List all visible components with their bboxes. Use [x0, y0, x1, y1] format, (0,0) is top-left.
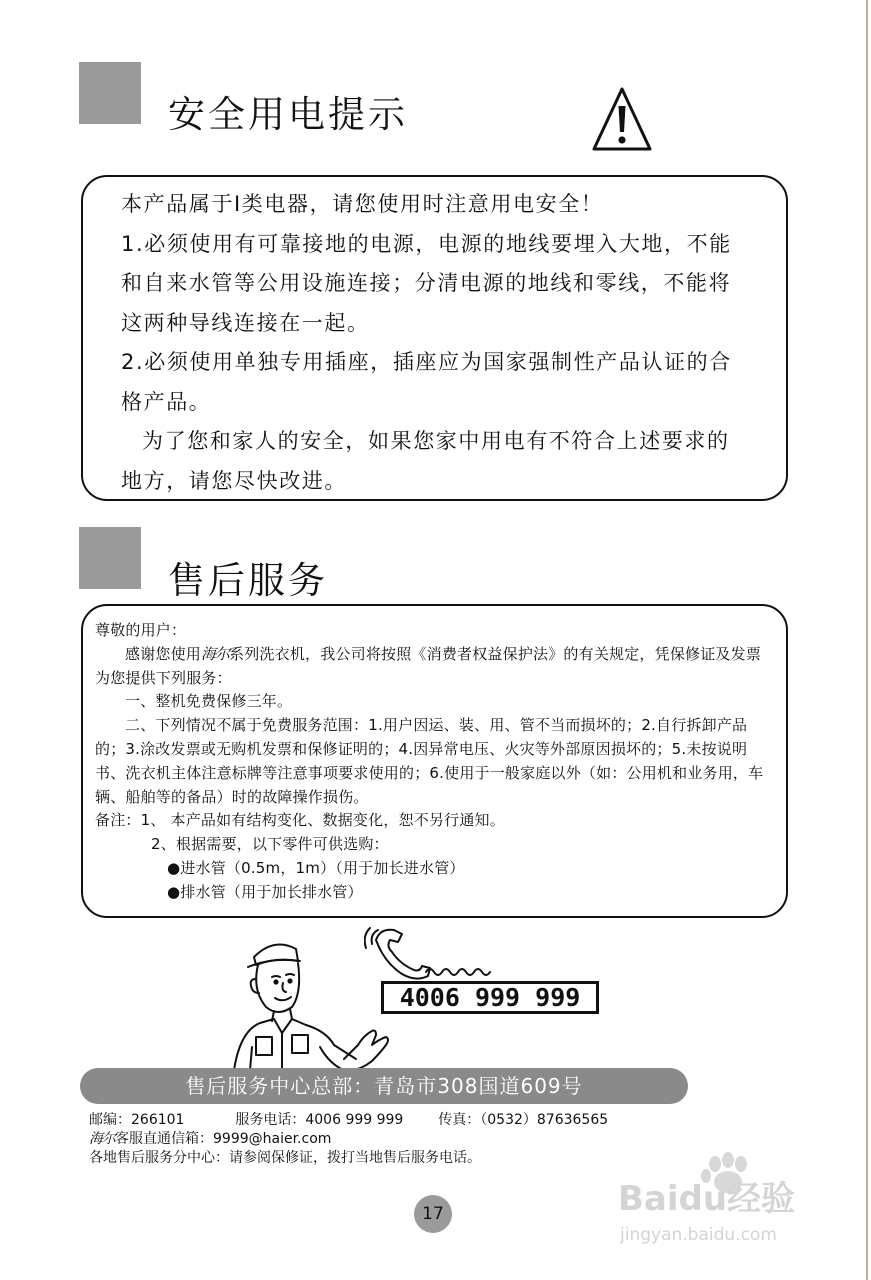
- service-phone: 服务电话：4006 999 999: [235, 1112, 404, 1128]
- service-note-1: 备注：1、 本产品如有结构变化、数据变化，恕不另行通知。: [95, 811, 505, 830]
- safety-closing: 为了您和家人的安全，如果您家中用电有不符合上述要求的地方，请您尽快改进。: [121, 429, 730, 493]
- page-edge: [866, 0, 868, 1280]
- postcode: 邮编：266101: [89, 1112, 185, 1128]
- contact-row-2: [89, 1130, 331, 1149]
- page-number: 17: [414, 1195, 452, 1233]
- service-thanks: 感谢您使用海尔系列洗衣机，我公司将按照《消费者权益保护法》的有关规定，凭保修证及发票为您提供下列服务：: [95, 644, 762, 687]
- service-box: [81, 604, 788, 918]
- contact-row-1: [89, 1111, 608, 1130]
- service-point-1: 一、整机免费保修三年。: [125, 692, 293, 711]
- telephone-icon: [364, 924, 504, 984]
- section-marker-2: [79, 527, 141, 589]
- section-title-service: 售后服务: [168, 559, 328, 602]
- watermark-logo: Baidu经验: [618, 1179, 796, 1219]
- brand-logo: 海尔: [89, 1131, 115, 1147]
- branch-info: 各地售后服务分中心：请参阅保修证，拨打当地售后服务电话。: [89, 1150, 481, 1166]
- service-greeting: 尊敬的用户：: [95, 621, 187, 639]
- safety-notice-box: [81, 175, 788, 501]
- service-hq-bar: 售后服务中心总部：青岛市308国道609号: [80, 1068, 688, 1104]
- safety-intro: 本产品属于I类电器，请您使用时注意用电安全！: [121, 192, 604, 216]
- service-point-2: 二、下列情况不属于免费服务范围：1.用户因运、装、用、管不当而损坏的；2.自行拆卸产品的；3.涂改发票或无购机发票和保修证明的；4.因异常电压、火灾等外部原因损坏的；5.未按说明书、洗衣机主体注意标牌等注意事项要求使用的；6.使用于一般家庭以外（如：公用机和业务用，车辆、船舶等的备品）时的故障操作损伤。: [95, 716, 764, 806]
- section-title-safety: 安全用电提示: [168, 93, 408, 136]
- part-drain-hose: ●排水管（用于加长排水管）: [167, 882, 363, 901]
- service-mailbox: 客服直通信箱：9999@haier.com: [115, 1131, 332, 1147]
- safety-item-1: 1.必须使用有可靠接地的电源，电源的地线要埋入大地，不能和自来水管等公用设施连接；分清电源的地线和零线，不能将这两种导线连接在一起。: [121, 231, 732, 335]
- section-marker-1: [79, 62, 141, 124]
- service-note-2: 2、根据需要，以下零件可供选购：: [151, 835, 389, 854]
- hotline-number: 4006 999 999: [381, 981, 599, 1014]
- warning-icon: [591, 86, 653, 152]
- watermark-url: jingyan.baidu.com: [620, 1225, 777, 1245]
- brand-logo: 海尔: [201, 644, 230, 663]
- fax-number: 传真：（0532）87636565: [438, 1112, 609, 1128]
- baidu-jingyan-watermark: [618, 1152, 823, 1247]
- part-inlet-hose: ●进水管（0.5m，1m）（用于加长进水管）: [167, 858, 465, 877]
- safety-item-2: 2.必须使用单独专用插座，插座应为国家强制性产品认证的合格产品。: [121, 350, 732, 414]
